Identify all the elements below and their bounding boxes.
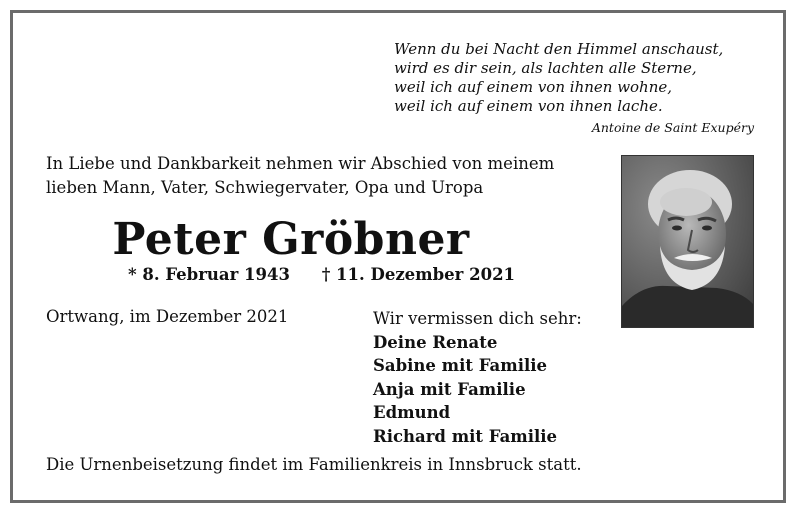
quote-author: Antoine de Saint Exupéry bbox=[591, 120, 754, 135]
quote-line: wird es dir sein, als lachten alle Sterne, bbox=[394, 59, 697, 77]
portrait-photo bbox=[621, 155, 754, 328]
mourner-name: Deine Renate bbox=[373, 332, 498, 352]
birth-date: * 8. Februar 1943 bbox=[128, 265, 290, 284]
place-date: Ortwang, im Dezember 2021 bbox=[46, 307, 289, 326]
quote-line: weil ich auf einem von ihnen wohne, bbox=[394, 78, 673, 96]
quote-line: Wenn du bei Nacht den Himmel anschaust, bbox=[394, 40, 724, 58]
mourners-list bbox=[373, 307, 582, 448]
life-dates bbox=[128, 265, 515, 284]
mourner-name: Sabine mit Familie bbox=[373, 356, 548, 375]
portrait-image bbox=[622, 156, 754, 328]
mourner-name: Edmund bbox=[373, 403, 451, 422]
mourner-name: Richard mit Familie bbox=[373, 426, 558, 446]
quote-line: weil ich auf einem von ihnen lache. bbox=[394, 97, 663, 115]
intro-line: In Liebe und Dankbarkeit nehmen wir Abschied von meinem bbox=[46, 154, 555, 173]
death-date: † 11. Dezember 2021 bbox=[321, 265, 516, 284]
intro-text bbox=[46, 152, 591, 200]
deceased-name: Peter Gröbner bbox=[112, 214, 470, 265]
mourners-header: Wir vermissen dich sehr: bbox=[373, 309, 582, 328]
intro-line: lieben Mann, Vater, Schwiegervater, Opa und Uropa bbox=[46, 178, 484, 197]
mourner-name: Anja mit Familie bbox=[373, 379, 526, 399]
burial-note: Die Urnenbeisetzung findet im Familienkreis in Innsbruck statt. bbox=[46, 455, 582, 474]
quote-block bbox=[394, 40, 754, 137]
